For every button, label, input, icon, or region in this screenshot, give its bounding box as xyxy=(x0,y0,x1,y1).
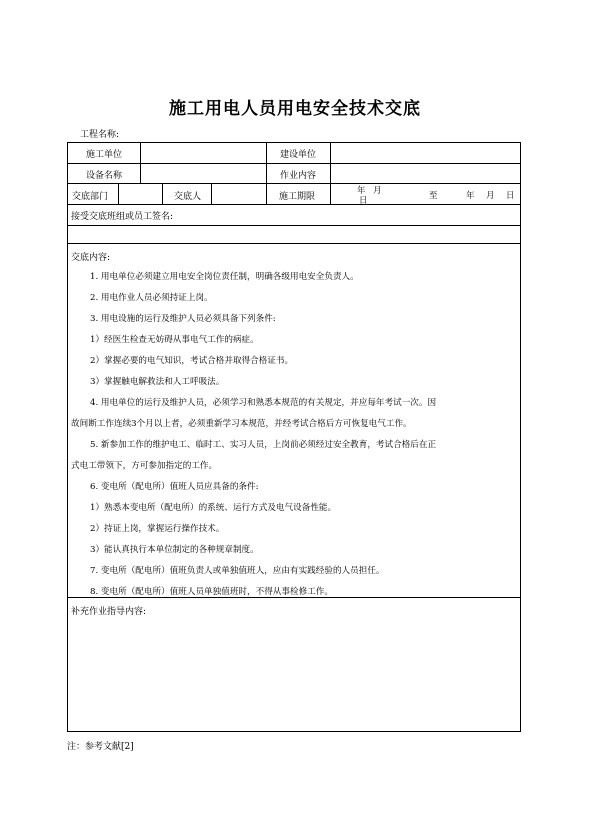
list-item: 2）掌握必要的电气知识，考试合格并取得合格证书。 xyxy=(90,356,294,366)
period-end-day: 日 xyxy=(506,191,515,201)
row-divider xyxy=(68,183,520,184)
period-start-day: 日 xyxy=(359,196,368,206)
disclosure-form xyxy=(67,142,521,732)
disclosure-person-label: 交底人 xyxy=(174,192,202,202)
list-item: 2. 用电作业人员必须持证上岗。 xyxy=(90,293,213,303)
disclosure-items xyxy=(68,267,522,603)
col-divider xyxy=(140,143,141,183)
period-start-month: 月 xyxy=(373,186,382,196)
reference-note: 注：参考文献[2] xyxy=(67,742,134,752)
col-divider xyxy=(266,143,267,183)
list-item: 5. 新参加工作的维护电工、临时工、实习人员，上岗前必须经过安全教育，考试合格后在正 xyxy=(90,440,437,450)
row-divider xyxy=(68,243,520,244)
construction-unit-label: 施工单位 xyxy=(86,150,123,160)
row-divider xyxy=(68,163,520,164)
row-divider xyxy=(68,204,520,205)
list-item: 4. 用电单位的运行及维护人员，必须学习和熟悉本规范的有关规定，并应每年考试一次。因 xyxy=(90,398,437,408)
list-item: 1）经医生检查无妨碍从事电气工作的病症。 xyxy=(90,335,259,345)
col-divider xyxy=(330,143,331,183)
list-item: 2）持证上岗，掌握运行操作技术。 xyxy=(90,524,225,534)
signature-label: 接受交底班组或员工签名: xyxy=(71,212,174,222)
col-divider xyxy=(211,183,212,204)
document-title: 施工用电人员用电安全技术交底 xyxy=(169,99,421,119)
project-name-label: 工程名称: xyxy=(80,130,120,140)
list-item: 故间断工作连续3个月以上者，必须重新学习本规范，并经考试合格后方可恢复电气工作。 xyxy=(71,419,412,429)
period-start-year: 年 xyxy=(357,186,366,196)
col-divider xyxy=(118,183,119,204)
list-item: 7. 变电所（配电所）值班负责人或单独值班人，应由有实践经验的人员担任。 xyxy=(90,566,385,576)
list-item: 式电工带领下，方可参加指定的工作。 xyxy=(71,461,218,471)
list-item: 3）能认真执行本单位制定的各种规章制度。 xyxy=(90,545,259,555)
content-title: 交底内容: xyxy=(71,253,111,263)
period-end-year: 年 xyxy=(466,191,475,201)
period-to: 至 xyxy=(429,191,438,201)
col-divider xyxy=(266,183,267,204)
list-item: 1. 用电单位必须建立用电安全岗位责任制，明确各级用电安全负责人。 xyxy=(90,272,359,282)
col-divider xyxy=(330,183,331,204)
col-divider xyxy=(162,183,163,204)
work-content-label: 作业内容 xyxy=(280,171,317,181)
building-unit-label: 建设单位 xyxy=(280,150,317,160)
list-item: 6. 变电所（配电所）值班人员应具备的条件: xyxy=(90,482,259,492)
period-end-month: 月 xyxy=(486,191,495,201)
disclosure-dept-label: 交底部门 xyxy=(72,192,109,202)
list-item: 3. 用电设施的运行及维护人员必须具备下列条件: xyxy=(90,314,276,324)
list-item: 1）熟悉本变电所（配电所）的系统、运行方式及电气设备性能。 xyxy=(90,503,337,513)
list-item: 3）掌握触电解救法和人工呼吸法。 xyxy=(90,377,225,387)
row-divider xyxy=(68,225,520,226)
construction-period-label: 施工期限 xyxy=(279,192,316,202)
list-item: 8. 变电所（配电所）值班人员单独值班时，不得从事检修工作。 xyxy=(90,587,333,597)
equipment-name-label: 设备名称 xyxy=(86,171,123,181)
supplement-label: 补充作业指导内容: xyxy=(71,607,147,617)
